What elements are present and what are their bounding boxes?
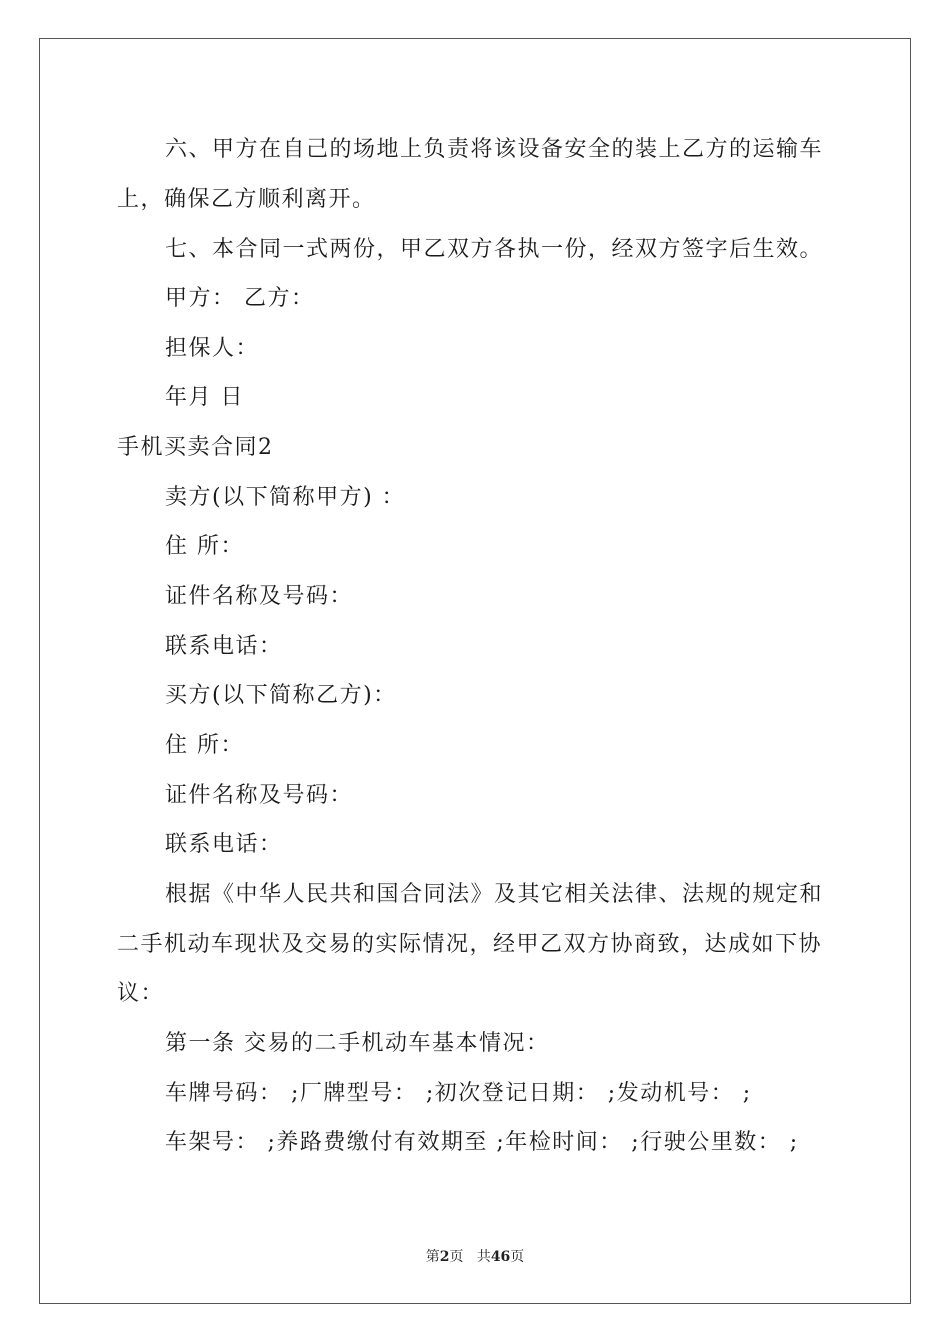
- buyer-id: 证件名称及号码：: [165, 783, 354, 808]
- vehicle-info-line-2: 车架号： ;养路费缴付有效期至 ;年检时间： ;行驶公里数： ;: [165, 1130, 799, 1155]
- seller-id: 证件名称及号码：: [165, 584, 354, 609]
- total-pages: 46: [490, 1249, 511, 1265]
- seller-heading: 卖方(以下简称甲方) ：: [165, 485, 406, 510]
- buyer-phone: 联系电话：: [165, 832, 283, 857]
- preamble-line-2: 二手机动车现状及交易的实际情况，经甲乙双方协商致，达成如下协: [117, 932, 823, 957]
- clause-seven: 七、本合同一式两份，甲乙双方各执一份，经双方签字后生效。: [165, 237, 824, 262]
- page-border: [39, 38, 911, 1304]
- vehicle-info-line-1: 车牌号码： ;厂牌型号： ;初次登记日期： ;发动机号： ;: [165, 1081, 752, 1106]
- total-prefix: 共: [476, 1249, 491, 1265]
- page-number: 2: [439, 1249, 450, 1265]
- total-suffix: 页: [510, 1249, 525, 1265]
- clause-six-line-1: 六、甲方在自己的场地上负责将该设备安全的装上乙方的运输车: [165, 137, 824, 162]
- guarantor-line: 担保人：: [165, 336, 260, 361]
- article-one-heading: 第一条 交易的二手机动车基本情况：: [165, 1031, 550, 1056]
- party-signature-line: 甲方： 乙方：: [165, 286, 315, 311]
- date-line: 年月 日: [165, 385, 244, 410]
- preamble-line-3: 议：: [117, 981, 165, 1006]
- page-footer: [0, 1248, 950, 1266]
- seller-phone: 联系电话：: [165, 634, 283, 659]
- seller-address: 住 所：: [165, 534, 244, 559]
- clause-six-line-2: 上，确保乙方顺利离开。: [117, 187, 376, 212]
- buyer-heading: 买方(以下简称乙方)：: [165, 683, 397, 708]
- buyer-address: 住 所：: [165, 733, 244, 758]
- page-suffix: 页: [449, 1249, 464, 1265]
- page-prefix: 第: [425, 1249, 440, 1265]
- preamble-line-1: 根据《中华人民共和国合同法》及其它相关法律、法规的规定和: [165, 882, 824, 907]
- contract-title: 手机买卖合同2: [117, 435, 274, 460]
